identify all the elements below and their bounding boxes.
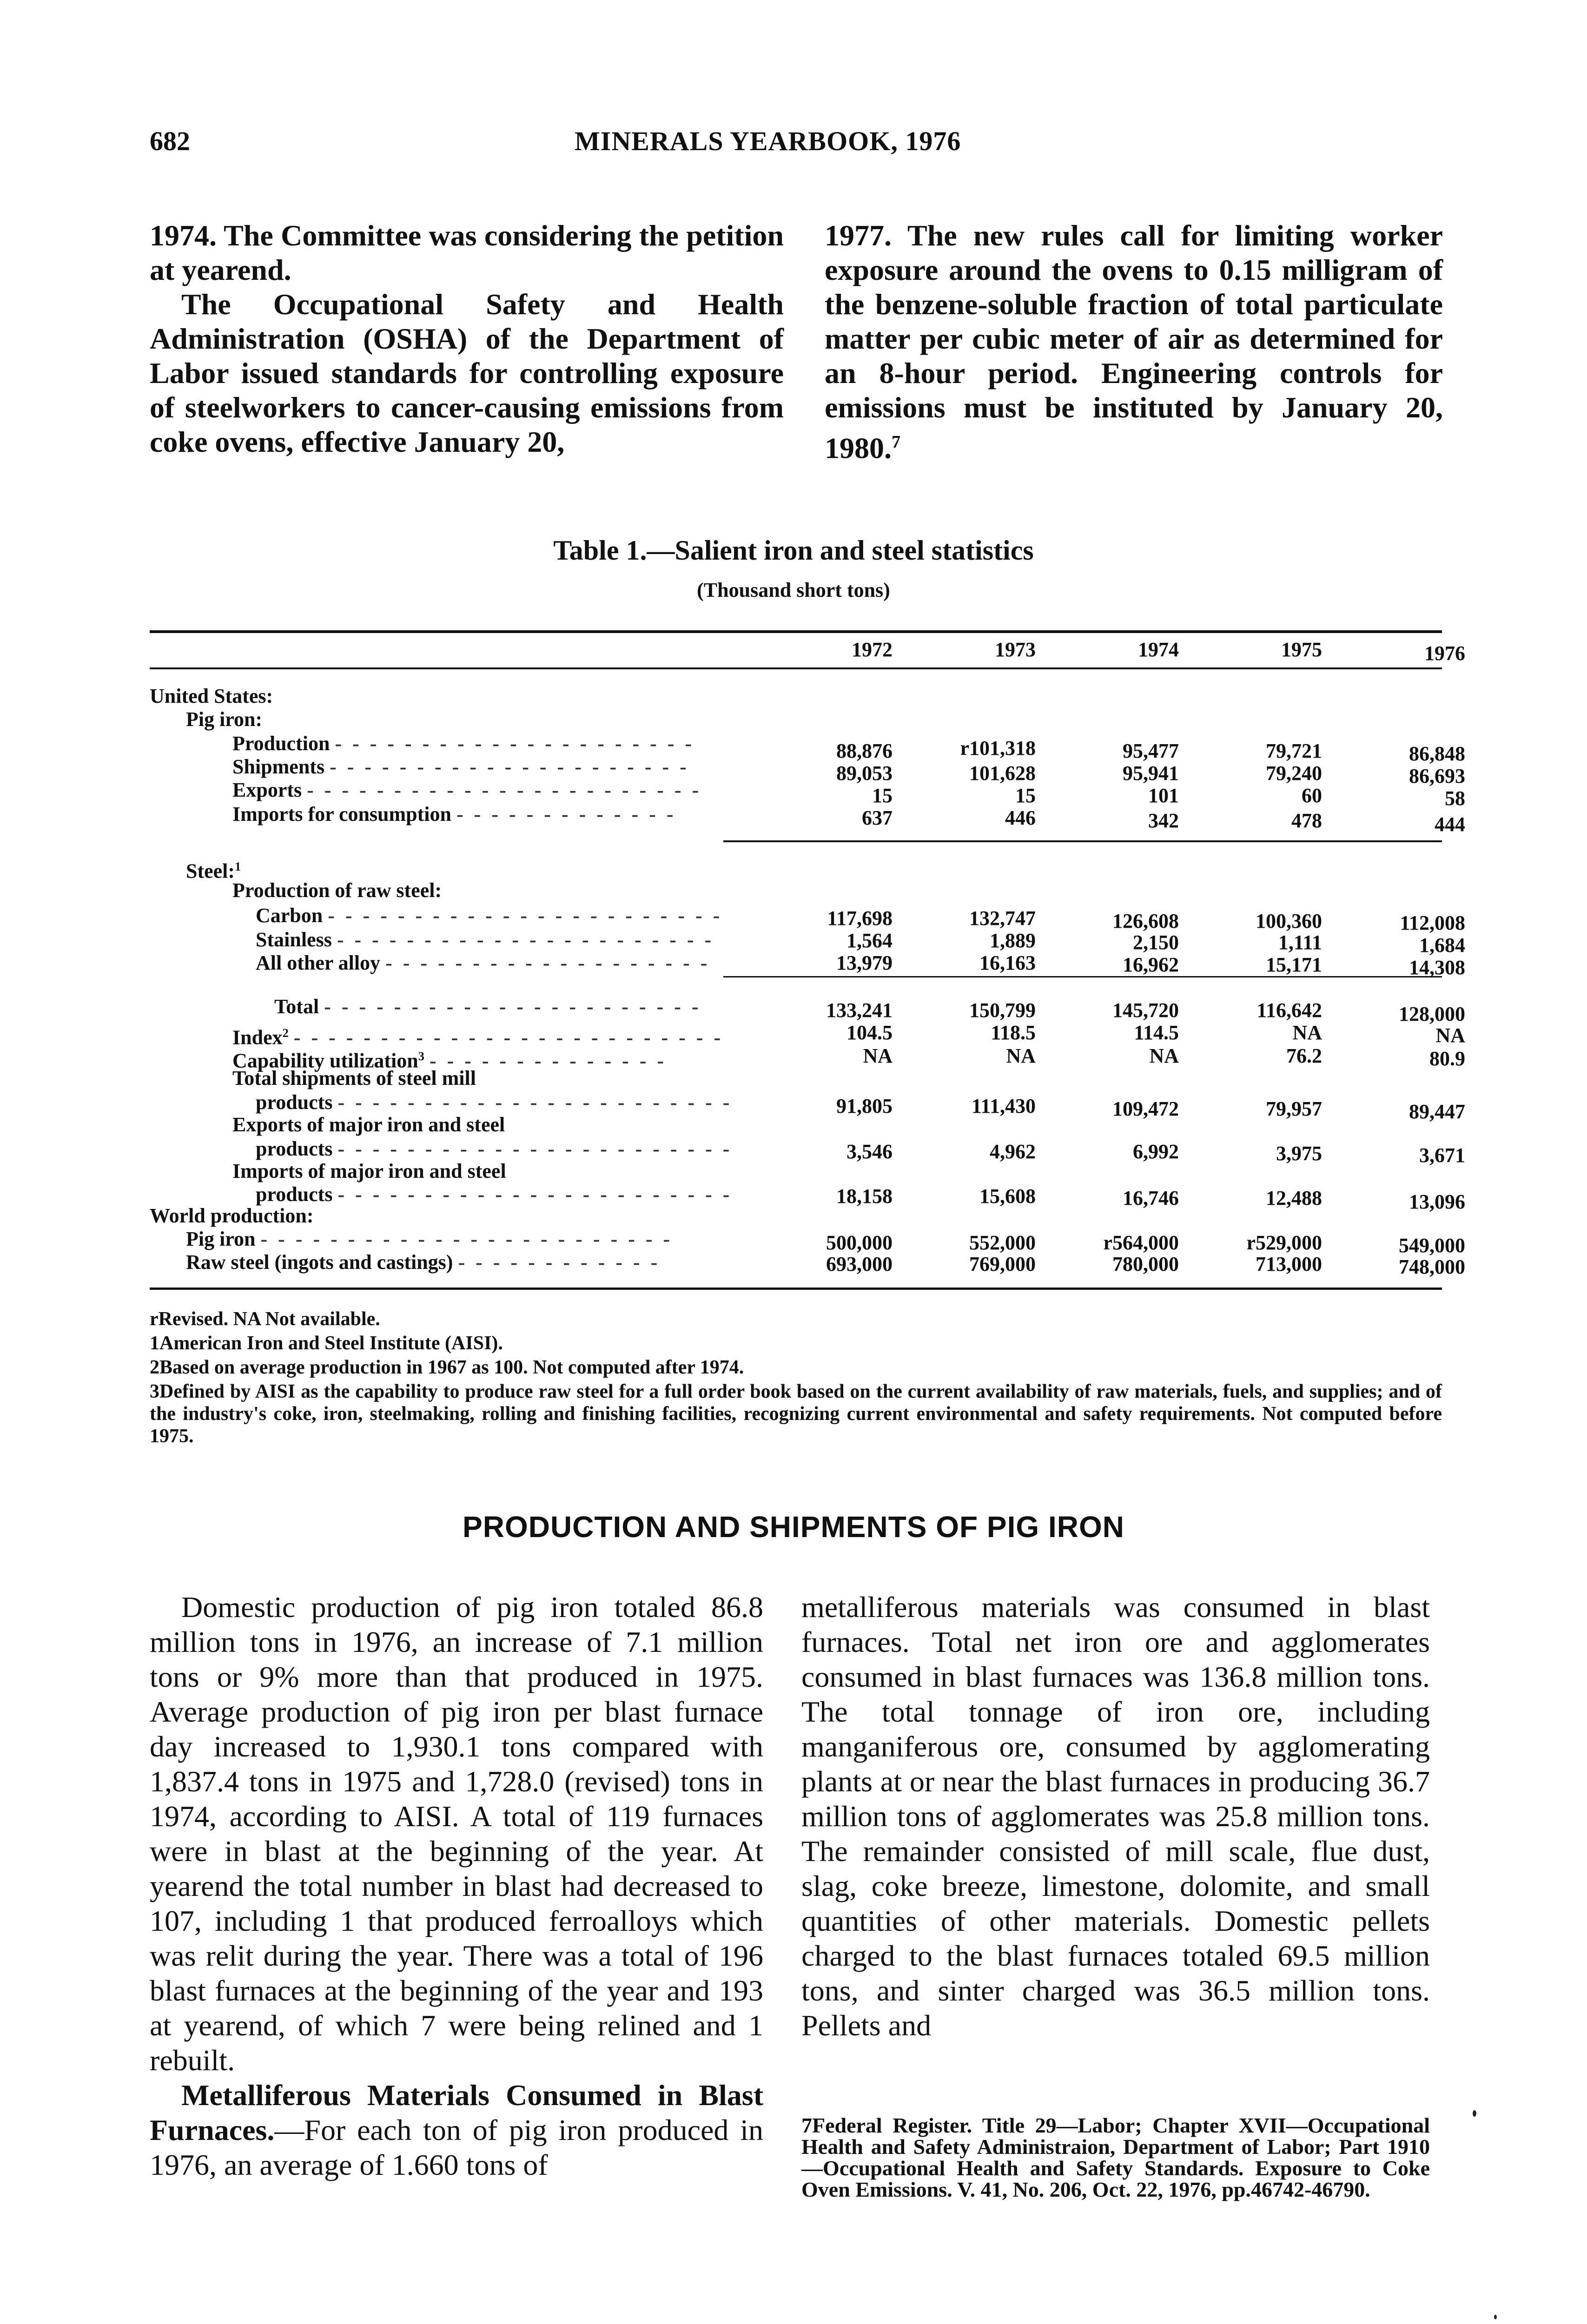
row-label: All other alloy - - - - - - - - - - - - - - - - - - -: [256, 951, 710, 974]
table-rule-top: [150, 630, 1442, 633]
table-cell: 150,799: [969, 999, 1036, 1022]
table-cell: r564,000: [1103, 1231, 1179, 1254]
table-cell: 478: [1291, 809, 1322, 832]
table-cell: 713,000: [1256, 1253, 1322, 1275]
group-label: Steel:$^1$: [186, 859, 241, 883]
table-cell: NA: [863, 1044, 893, 1067]
table-cell: 91,805: [836, 1095, 893, 1117]
row-label: Index$^2$ - - - - - - - - - - - - - - - - - - - - - - - - -: [232, 1026, 724, 1049]
table-subtitle: (Thousand short tons): [697, 579, 890, 601]
table-cell: 116,642: [1256, 999, 1322, 1022]
table-cell: 552,000: [969, 1231, 1036, 1254]
table-cell: 104.5: [846, 1021, 893, 1044]
group-label: Pig iron:: [186, 708, 263, 731]
row-label: Exports - - - - - - - - - - - - - - - - - - - - - - -: [232, 779, 702, 801]
row-label: Imports of major iron and steel: [232, 1160, 506, 1182]
table-rule-section: [723, 840, 1442, 842]
table-cell: 112,008: [1400, 911, 1465, 934]
table-cell: 114.5: [1134, 1021, 1179, 1044]
table-cell: 76.2: [1286, 1044, 1322, 1067]
table-footnote: 2Based on average production in 1967 as 100. Not computed after 1974.: [150, 1357, 744, 1378]
paragraph: 1977. The new rules call for limiting worker exposure around the ovens to 0.15 milligram of the benzene-soluble fraction of total particulate matter per cubic meter of air as determined for an 8-hour period. Engineering controls for emissions must be instituted by January 20, 1980.$^7$: [825, 219, 1443, 465]
footnote-ref: 7: [892, 432, 901, 452]
table-cell: 637: [862, 806, 893, 829]
table-cell: NA: [1006, 1044, 1036, 1067]
table-cell: 342: [1148, 809, 1179, 832]
table-cell: 118.5: [991, 1021, 1036, 1044]
table-cell: r101,318: [960, 737, 1036, 759]
table-cell: 15: [872, 784, 893, 807]
table-footnote: 1American Iron and Steel Institute (AISI).: [150, 1333, 503, 1354]
table-cell: 13,979: [836, 951, 893, 974]
table-cell: 15: [1015, 784, 1036, 807]
top-right-column: [825, 218, 1443, 465]
row-label: products - - - - - - - - - - - - - - - - - - - - - - -: [256, 1183, 733, 1206]
table-cell: 16,746: [1123, 1187, 1179, 1209]
table-cell: 95,477: [1123, 739, 1179, 762]
year-header: 1972: [852, 638, 893, 661]
table-cell: 748,000: [1399, 1255, 1465, 1278]
table-cell: 79,721: [1266, 739, 1322, 762]
table-cell: 101,628: [969, 762, 1036, 785]
paragraph: Metalliferous Materials Consumed in Blast Furnaces.—For each ton of pig iron produced in 1976, an average of 1.660 tons of: [150, 2079, 763, 2181]
row-label: Pig iron - - - - - - - - - - - - - - - - - - - - - - - -: [186, 1228, 673, 1250]
table-cell: 117,698: [827, 907, 893, 930]
table-cell: 14,308: [1409, 956, 1465, 979]
year-header: 1974: [1138, 638, 1179, 661]
table-cell: 89,053: [836, 762, 893, 785]
table-cell: 89,447: [1409, 1100, 1465, 1123]
table-cell: 3,671: [1419, 1144, 1465, 1167]
table-footnote: 3Defined by AISI as the capability to produce raw steel for a full order book based on the current availability of raw materials, fuels, and supplies; and of the industry's coke, iron, steelmaking, rolling and finishing facilities, recognizing current environmental and safety requirements. Not computed before 1975.: [150, 1381, 1442, 1447]
group-label: United States:: [150, 685, 273, 707]
table-cell: 16,163: [979, 951, 1036, 974]
table-cell: 693,000: [826, 1253, 893, 1275]
group-label: World production:: [150, 1204, 314, 1227]
table-cell: 15,608: [979, 1185, 1036, 1208]
table-rule-bottom: [150, 1287, 1442, 1290]
row-label: Total shipments of steel mill: [232, 1067, 476, 1089]
table-cell: 79,240: [1266, 762, 1322, 785]
paragraph: 1974. The Committee was considering the petition at yearend.: [150, 219, 784, 286]
table-cell: 100,360: [1256, 910, 1322, 932]
table-cell: 86,693: [1409, 765, 1465, 787]
top-left-column: [150, 218, 784, 459]
table-cell: 3,975: [1276, 1142, 1322, 1165]
table-cell: 500,000: [826, 1231, 893, 1254]
table-cell: 13,096: [1409, 1190, 1465, 1213]
row-label: Production - - - - - - - - - - - - - - - - - - - - -: [232, 732, 695, 755]
table-cell: 1,111: [1278, 931, 1322, 954]
table-cell: NA: [1435, 1024, 1465, 1047]
row-label: Capability utilization$^3$ - - - - - - - - - - - - - -: [232, 1049, 667, 1072]
paragraph-heading: Metalliferous Materials Consumed in Blast Furnaces.: [150, 2079, 763, 2146]
body-left-column: [150, 1590, 763, 2182]
table-cell: 60: [1302, 784, 1322, 807]
year-header: 1975: [1281, 638, 1322, 661]
running-head: MINERALS YEARBOOK, 1976: [575, 126, 961, 156]
page-number: 682: [150, 126, 190, 156]
table-title: Table 1.—Salient iron and steel statistics: [553, 535, 1034, 566]
table-cell: 133,241: [826, 999, 893, 1022]
paragraph: metalliferous materials was consumed in blast furnaces. Total net iron ore and agglomerates consumed in blast furnaces was 136.8 million tons. The total tonnage of iron ore, including manganiferous ore, consumed by agglomerating plants at or near the blast furnaces in producing 36.7 million tons of agglomerates was 25.8 million tons. The remainder consisted of mill scale, flue dust, slag, coke breeze, limestone, dolomite, and small quantities of other materials. Domestic pellets charged to the blast furnaces totaled 69.5 million tons, and sinter charged was 36.5 million tons. Pellets and: [801, 1591, 1430, 2042]
table-cell: 780,000: [1112, 1253, 1179, 1275]
table-rule-header: [150, 667, 1442, 669]
table-cell: 16,962: [1123, 953, 1179, 976]
table-cell: 145,720: [1112, 999, 1179, 1022]
row-label: products - - - - - - - - - - - - - - - - - - - - - - -: [256, 1091, 733, 1114]
table-cell: NA: [1292, 1021, 1322, 1044]
table-cell: 4,962: [990, 1140, 1036, 1163]
table-cell: 1,889: [990, 929, 1036, 952]
table-cell: 769,000: [969, 1253, 1036, 1275]
table-cell: 15,171: [1266, 953, 1322, 976]
paragraph: Domestic production of pig iron totaled 86.8 million tons in 1976, an increase of 7.1 million tons or 9% more than that produced in 1975. Average production of pig iron per blast furnace day increased to 1,930.1 tons compared with 1,837.4 tons in 1975 and 1,728.0 (revised) tons in 1974, according to AISI. A total of 119 furnaces were in blast at the beginning of the year. At yearend the total number in blast had decreased to 107, including 1 that produced ferroalloys which was relit during the year. There was a total of 196 blast furnaces at the beginning of the year and 193 at yearend, of which 7 were being relined and 1 rebuilt.: [150, 1591, 763, 2077]
row-label: Raw steel (ingots and castings) - - - - - - - - - - - -: [186, 1251, 661, 1274]
row-label: products - - - - - - - - - - - - - - - - - - - - - - -: [256, 1137, 733, 1160]
year-header: 1976: [1424, 642, 1465, 665]
table-cell: NA: [1149, 1044, 1179, 1067]
table-cell: 444: [1435, 813, 1465, 836]
table-cell: 80.9: [1429, 1047, 1465, 1070]
scan-speck: [1494, 2315, 1497, 2319]
row-label: Imports for consumption - - - - - - - - - - - - -: [232, 803, 676, 825]
table-cell: 111,430: [971, 1095, 1036, 1117]
row-label: Shipments - - - - - - - - - - - - - - - - - - - - -: [232, 755, 689, 778]
table-cell: 18,158: [836, 1185, 893, 1208]
row-label: Stainless - - - - - - - - - - - - - - - - - - - - - -: [256, 928, 714, 951]
table-cell: 109,472: [1112, 1097, 1179, 1120]
row-label: Exports of major iron and steel: [232, 1113, 505, 1136]
table-cell: 6,992: [1133, 1140, 1179, 1163]
table-cell: 101: [1148, 784, 1179, 807]
table-cell: 2,150: [1133, 931, 1179, 954]
scan-speck: [1473, 2110, 1476, 2117]
table-cell: 1,564: [846, 929, 893, 952]
table-cell: 128,000: [1399, 1003, 1465, 1025]
table-cell: 3,546: [846, 1140, 893, 1163]
table-cell: 79,957: [1266, 1097, 1322, 1120]
section-heading: PRODUCTION AND SHIPMENTS OF PIG IRON: [463, 1510, 1124, 1544]
body-right-column: [801, 1590, 1430, 2043]
row-label: Total - - - - - - - - - - - - - - - - - - - - - -: [274, 995, 701, 1018]
year-header: 1973: [995, 638, 1036, 661]
table-cell: 132,747: [969, 907, 1036, 930]
row-label: Carbon - - - - - - - - - - - - - - - - - - - - - - -: [256, 904, 723, 927]
table-cell: 12,488: [1266, 1187, 1322, 1209]
table-cell: 88,876: [836, 739, 893, 762]
table-cell: 446: [1005, 806, 1036, 829]
table-cell: 126,608: [1112, 910, 1179, 932]
table-cell: 95,941: [1123, 762, 1179, 785]
table-cell: r529,000: [1246, 1231, 1322, 1254]
table-cell: 549,000: [1399, 1234, 1465, 1257]
footnote-7: 7Federal Register. Title 29—Labor; Chapter XVII—Occupational Health and Safety Administraion, Department of Labor; Part 1910—Occupational Health and Safety Standards. Exposure to Coke Oven Emissions. V. 41, No. 206, Oct. 22, 1976, pp.46742-46790.: [801, 2113, 1430, 2201]
table-footnote: rRevised. NA Not available.: [150, 1308, 380, 1330]
table-cell: 58: [1445, 787, 1465, 810]
table-cell: 86,848: [1409, 742, 1465, 765]
paragraph: The Occupational Safety and Health Administration (OSHA) of the Department of Labor issued standards for controlling exposure of steelworkers to cancer-causing emissions from coke ovens, effective January 20,: [150, 288, 784, 458]
table-cell: 1,684: [1419, 934, 1465, 957]
group-label: Production of raw steel:: [232, 879, 442, 902]
